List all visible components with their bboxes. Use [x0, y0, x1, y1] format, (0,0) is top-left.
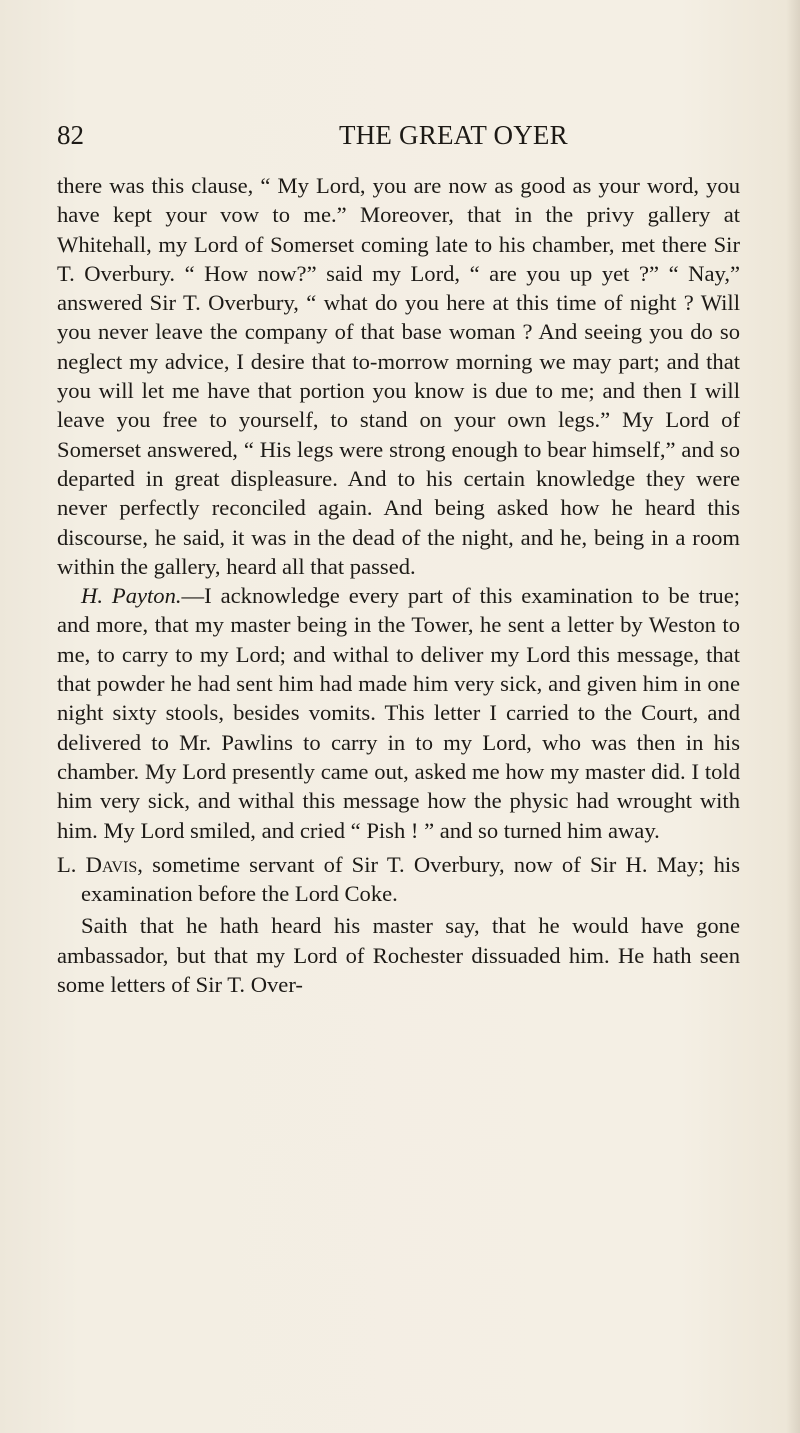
- paragraph-saith: Saith that he hath heard his master say, that he would have gone ambassador, but that my Lord of Rochester dissuaded him. He hath seen some letters of Sir T. Over-: [57, 913, 740, 998]
- speaker-name: H. Payton.: [81, 583, 182, 609]
- page-edge-shadow: [786, 0, 800, 1433]
- paragraph-payton: [57, 581, 740, 845]
- examination-heading: [57, 850, 740, 909]
- heading-text: , sometime servant of Sir T. Overbury, now of Sir H. May; his examination before the Lord Coke.: [81, 851, 740, 907]
- running-head: [57, 118, 757, 152]
- running-title: THE GREAT OYER: [339, 120, 568, 150]
- heading-initial: L. D: [57, 851, 102, 877]
- paragraph-continued: there was this clause, “ My Lord, you are now as good as your word, you have kept your vow to me.” Moreover, that in the privy gallery at Whitehall, my Lord of Somerset coming late to his chamber, met there Sir T. Overbury. “ How now?” said my Lord, “ are you up yet ?” “ Nay,” answered Sir T. Overbury, “ what do you here at this time of night ? Will you never leave the company of that base woman ? And seeing you do so neglect my advice, I desire that to-morrow morning we may part; and that you will let me have that portion you know is due to me; and then I will leave you free to yourself, to stand on your own legs.” My Lord of Somerset answered, “ His legs were strong enough to bear himself,” and so departed in great displeasure. And to his certain knowledge they were never perfectly reconciled again. And being asked how he heard this discourse, he said, it was in the dead of the night, and he, being in a room within the gallery, heard all that passed.: [57, 173, 740, 579]
- page-number: 82: [57, 120, 84, 150]
- heading-smallcaps: avis: [101, 851, 138, 877]
- paragraph-payton-text: —I acknowledge every part of this examination to be true; and more, that my master being in the Tower, he sent a letter by Weston to me, to carry to my Lord; and withal to deliver my Lord this message, that that powder he had sent him had made him very sick, and given him in one night sixty stools, besides vomits. This letter I carried to the Court, and delivered to Mr. Pawlins to carry in to my Lord, who was then in his chamber. My Lord presently came out, asked me how my master did. I told him very sick, and withal this message how the physic had wrought with him. My Lord smiled, and cried “ Pish ! ” and so turned him away.: [57, 583, 740, 843]
- body-text: [57, 171, 740, 999]
